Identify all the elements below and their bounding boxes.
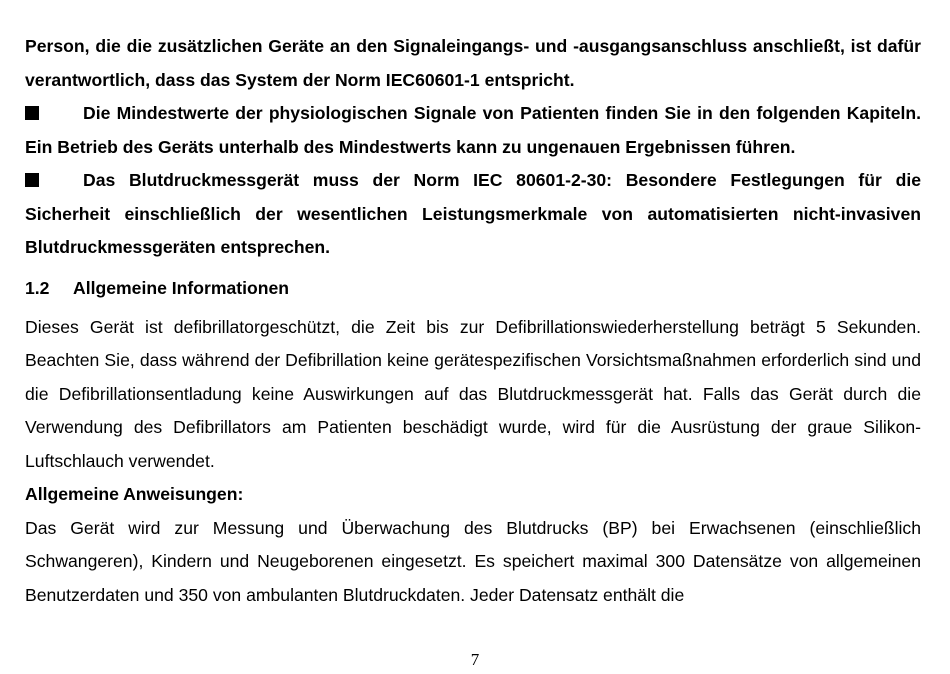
- section-number: 1.2: [25, 277, 50, 298]
- black-square-icon: [25, 173, 39, 187]
- paragraph-compliance: Person, die die zusätzlichen Geräte an den Signaleingangs- und -ausgangsanschluss anschließt, ist dafür verantwortlich, dass das System der Norm IEC60601-1 entspricht.: [25, 36, 921, 90]
- section-body-paragraph: Dieses Gerät ist defibrillatorgeschützt, die Zeit bis zur Defibrillationswiederherstellung beträgt 5 Sekunden. Beachten Sie, dass während der Defibrillation keine gerätespezifischen Vorsichtsmaßnahmen erforderlich sind und die Defibrillationsentladung keine Auswirkungen auf das Blutdruckmessgerät hat. Falls das Gerät durch die Verwendung des Defibrillators am Patienten beschädigt wurde, wird für die Ausrüstung der graue Silikon-Luftschlauch verwendet.: [25, 316, 921, 471]
- section-title: Allgemeine Informationen: [73, 277, 290, 298]
- subheading-general-instructions: Allgemeine Anweisungen:: [25, 484, 244, 504]
- instructions-paragraph: Das Gerät wird zur Messung und Überwachung des Blutdrucks (BP) bei Erwachsenen (einschließlich Schwangeren), Kindern und Neugeborenen eingesetzt. Es speichert maximal 300 Datensätze von allgemeinen Benutzerdaten und 350 von ambulanten Blutdruckdaten. Jeder Datensatz enthält die: [25, 517, 921, 605]
- bullet-text: Das Blutdruckmessgerät muss der Norm IEC 80601-2-30: Besondere Festlegungen für die Sicherheit einschließlich der wesentlichen Leistungsmerkmale von automatisierten nicht-invasiven Blutdruckmessgeräten entsprechen.: [25, 170, 921, 257]
- bullet-text: Die Mindestwerte der physiologischen Signale von Patienten finden Sie in den folgenden Kapiteln. Ein Betrieb des Geräts unterhalb des Mindestwerts kann zu ungenauen Ergebnissen führen.: [25, 103, 921, 157]
- page-number: 7: [470, 650, 480, 669]
- document-page: [25, 30, 921, 612]
- bullet-item-minimum-values: [25, 97, 921, 164]
- section-heading: [25, 271, 921, 305]
- bullet-item-standard: [25, 164, 921, 265]
- black-square-icon: [25, 106, 39, 120]
